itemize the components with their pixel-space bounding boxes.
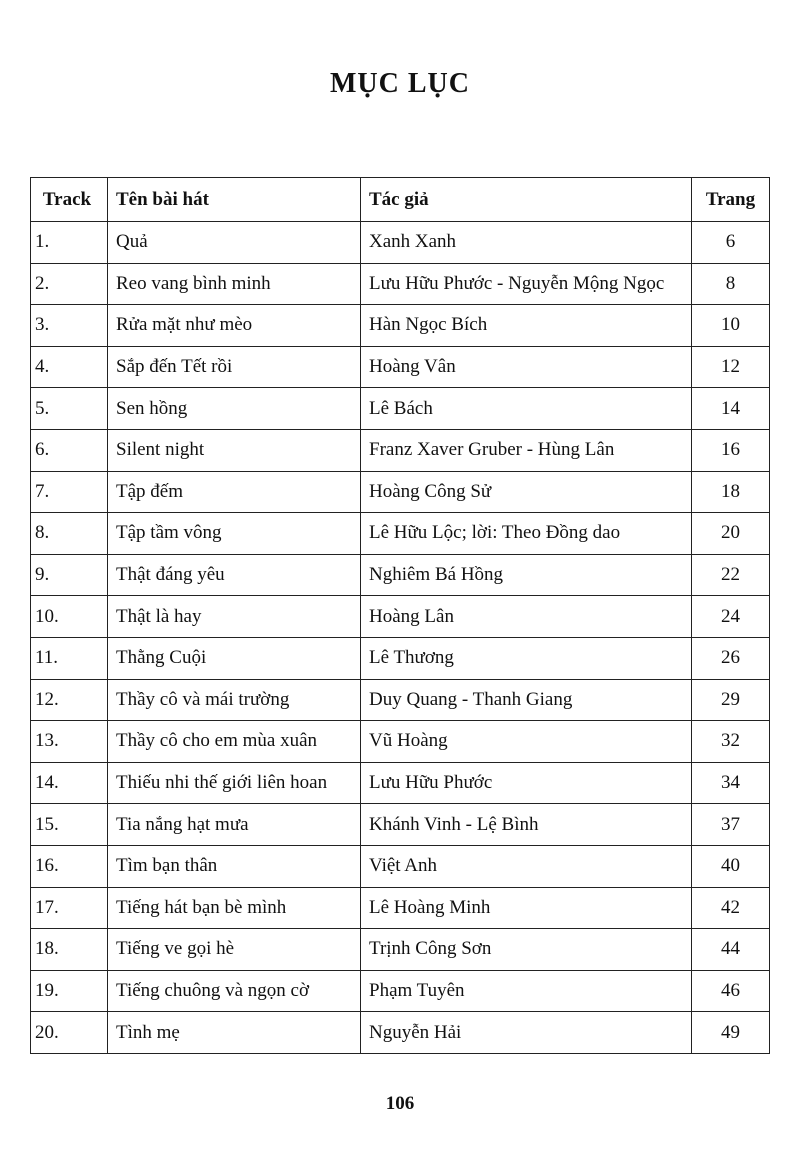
song-author: Hoàng Vân <box>361 346 692 388</box>
table-row <box>31 596 770 638</box>
song-title: Reo vang bình minh <box>108 263 361 305</box>
table-row <box>31 762 770 804</box>
table-row <box>31 429 770 471</box>
table-row <box>31 346 770 388</box>
track-number: 11. <box>31 637 108 679</box>
page-ref: 49 <box>692 1012 770 1054</box>
table-row <box>31 804 770 846</box>
table-of-contents <box>30 177 770 1054</box>
table-row <box>31 513 770 555</box>
song-title: Thiếu nhi thế giới liên hoan <box>108 762 361 804</box>
song-author: Phạm Tuyên <box>361 970 692 1012</box>
song-author: Franz Xaver Gruber - Hùng Lân <box>361 429 692 471</box>
table-row <box>31 554 770 596</box>
page-ref: 10 <box>692 305 770 347</box>
page-ref: 42 <box>692 887 770 929</box>
page-ref: 16 <box>692 429 770 471</box>
song-title: Thằng Cuội <box>108 637 361 679</box>
table-row <box>31 887 770 929</box>
song-title: Tìm bạn thân <box>108 845 361 887</box>
song-author: Lê Thương <box>361 637 692 679</box>
table-row <box>31 637 770 679</box>
page-ref: 37 <box>692 804 770 846</box>
table-row <box>31 305 770 347</box>
song-title: Quả <box>108 222 361 264</box>
page-ref: 32 <box>692 721 770 763</box>
song-author: Nguyễn Hải <box>361 1012 692 1054</box>
song-author: Xanh Xanh <box>361 222 692 264</box>
table-row <box>31 845 770 887</box>
song-author: Hoàng Công Sử <box>361 471 692 513</box>
song-title: Tập tầm vông <box>108 513 361 555</box>
song-title: Tập đếm <box>108 471 361 513</box>
track-number: 9. <box>31 554 108 596</box>
table-row <box>31 388 770 430</box>
track-number: 18. <box>31 929 108 971</box>
table-header-row <box>31 178 770 222</box>
table-row <box>31 263 770 305</box>
page-number: 106 <box>385 1093 415 1114</box>
page-ref: 12 <box>692 346 770 388</box>
song-author: Nghiêm Bá Hồng <box>361 554 692 596</box>
song-author: Duy Quang - Thanh Giang <box>361 679 692 721</box>
song-title: Sắp đến Tết rồi <box>108 346 361 388</box>
page-ref: 6 <box>692 222 770 264</box>
song-title: Tiếng chuông và ngọn cờ <box>108 970 361 1012</box>
song-title: Tình mẹ <box>108 1012 361 1054</box>
header-track: Track <box>31 178 108 222</box>
track-number: 1. <box>31 222 108 264</box>
track-number: 10. <box>31 596 108 638</box>
track-number: 17. <box>31 887 108 929</box>
song-author: Lê Bách <box>361 388 692 430</box>
song-author: Trịnh Công Sơn <box>361 929 692 971</box>
track-number: 6. <box>31 429 108 471</box>
song-author: Hoàng Lân <box>361 596 692 638</box>
table-row <box>31 970 770 1012</box>
track-number: 19. <box>31 970 108 1012</box>
song-author: Khánh Vinh - Lệ Bình <box>361 804 692 846</box>
table-body <box>31 222 770 1054</box>
page-ref: 18 <box>692 471 770 513</box>
page-ref: 44 <box>692 929 770 971</box>
song-author: Lưu Hữu Phước <box>361 762 692 804</box>
song-title: Tia nắng hạt mưa <box>108 804 361 846</box>
table-row <box>31 222 770 264</box>
page-ref: 26 <box>692 637 770 679</box>
page-ref: 40 <box>692 845 770 887</box>
header-song: Tên bài hát <box>108 178 361 222</box>
track-number: 8. <box>31 513 108 555</box>
page-ref: 14 <box>692 388 770 430</box>
song-author: Việt Anh <box>361 845 692 887</box>
song-author: Lê Hữu Lộc; lời: Theo Đồng dao <box>361 513 692 555</box>
table-row <box>31 1012 770 1054</box>
track-number: 13. <box>31 721 108 763</box>
page-title: MỤC LỤC <box>330 68 470 99</box>
table-row <box>31 929 770 971</box>
track-number: 12. <box>31 679 108 721</box>
page-ref: 46 <box>692 970 770 1012</box>
song-title: Thầy cô và mái trường <box>108 679 361 721</box>
track-number: 3. <box>31 305 108 347</box>
page-ref: 20 <box>692 513 770 555</box>
track-number: 20. <box>31 1012 108 1054</box>
page-ref: 34 <box>692 762 770 804</box>
song-title: Sen hồng <box>108 388 361 430</box>
page-ref: 29 <box>692 679 770 721</box>
table-row <box>31 471 770 513</box>
song-title: Tiếng hát bạn bè mình <box>108 887 361 929</box>
header-author: Tác giả <box>361 178 692 222</box>
track-number: 15. <box>31 804 108 846</box>
table-row <box>31 721 770 763</box>
track-number: 4. <box>31 346 108 388</box>
track-number: 7. <box>31 471 108 513</box>
header-page: Trang <box>692 178 770 222</box>
page-ref: 24 <box>692 596 770 638</box>
page-ref: 8 <box>692 263 770 305</box>
song-title: Thật đáng yêu <box>108 554 361 596</box>
track-number: 5. <box>31 388 108 430</box>
song-title: Tiếng ve gọi hè <box>108 929 361 971</box>
song-title: Thật là hay <box>108 596 361 638</box>
song-title: Rửa mặt như mèo <box>108 305 361 347</box>
track-number: 14. <box>31 762 108 804</box>
song-author: Lưu Hữu Phước - Nguyễn Mộng Ngọc <box>361 263 692 305</box>
track-number: 16. <box>31 845 108 887</box>
table-row <box>31 679 770 721</box>
song-author: Hàn Ngọc Bích <box>361 305 692 347</box>
page-ref: 22 <box>692 554 770 596</box>
song-title: Silent night <box>108 429 361 471</box>
track-number: 2. <box>31 263 108 305</box>
song-title: Thầy cô cho em mùa xuân <box>108 721 361 763</box>
song-author: Vũ Hoàng <box>361 721 692 763</box>
song-author: Lê Hoàng Minh <box>361 887 692 929</box>
